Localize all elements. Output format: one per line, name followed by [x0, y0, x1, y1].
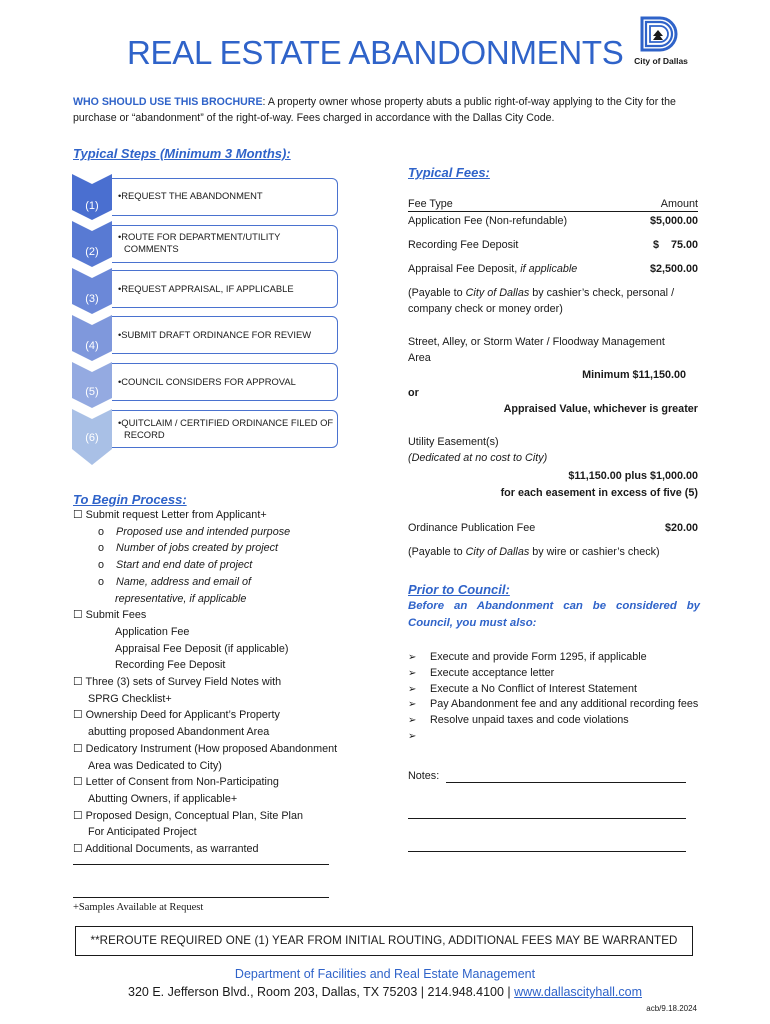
- list-item: [408, 729, 700, 745]
- blank-line: [73, 864, 329, 865]
- prior-subheading: Before an Abandonment can be considered by Council, you must also:: [408, 600, 700, 629]
- fees-header-row: [408, 196, 698, 212]
- bullet-marker: o: [98, 525, 105, 538]
- fee-amount: $5,000.00: [649, 215, 698, 227]
- payable-text: (Payable to: [408, 546, 466, 558]
- fee-row-application: [408, 213, 698, 229]
- step-1-number: (1): [85, 200, 99, 212]
- prior-list: [408, 650, 700, 745]
- step-5-chevron: [72, 362, 112, 408]
- utility-fee: $11,150.00 plus $1,000.00: [568, 470, 698, 482]
- checklist-item: ☐ Submit Fees: [73, 609, 147, 622]
- checklist-subitem: [73, 574, 373, 591]
- step-2-number: (2): [85, 246, 99, 258]
- intro-text: : A property owner whose property abuts a public right-of-way applying to the City for the purchase or “abandonment” of the right-of-way. Fees charged in accordance with the Dallas City Code.: [73, 96, 676, 124]
- fee-row-ordinance: [408, 520, 698, 536]
- appraised-value-label: Appraised Value, whichever is greater: [503, 403, 698, 415]
- payable-text: (Payable to: [408, 287, 466, 299]
- checklist-item: ☐ Three (3) sets of Survey Field Notes with: [73, 676, 282, 689]
- step-1-text: •REQUEST THE ABANDONMENT: [118, 190, 263, 201]
- utility-fee-cont: for each easement in excess of five (5): [500, 487, 698, 499]
- step-1-chevron: [72, 174, 112, 220]
- or-label: or: [408, 387, 419, 399]
- fee-label: Appraisal Fee Deposit,: [408, 263, 518, 275]
- checklist-item: ☐ Letter of Consent from Non-Participating: [73, 776, 279, 789]
- fee-amount: $20.00: [664, 522, 698, 534]
- notes-label: Notes:: [408, 770, 440, 782]
- reroute-warning: **REROUTE REQUIRED ONE (1) YEAR FROM INITIAL ROUTING, ADDITIONAL FEES MAY BE WARRANTED: [75, 926, 693, 956]
- step-2-chevron: [72, 221, 112, 267]
- notes-section: [408, 770, 693, 782]
- notes-line: [408, 818, 686, 819]
- fee-label-note: if applicable: [520, 263, 578, 275]
- fee-label: Recording Fee Deposit: [408, 239, 519, 251]
- checklist-detail: Appraisal Fee Deposit (if applicable): [115, 642, 289, 655]
- step-3-number: (3): [85, 293, 99, 305]
- checklist-detail: abutting proposed Abandonment Area: [88, 726, 270, 739]
- intro-lead: WHO SHOULD USE THIS BROCHURE: [73, 96, 263, 108]
- page-title: REAL ESTATE ABANDONMENTS: [127, 34, 624, 71]
- payable-city: City of Dallas: [465, 287, 530, 299]
- fee-label: Ordinance Publication Fee: [408, 522, 536, 534]
- website-link[interactable]: www.dallascityhall.com: [514, 985, 642, 999]
- notes-line: [408, 851, 686, 852]
- amount-header: Amount: [660, 198, 698, 210]
- list-item: ➢ Execute a No Conflict of Interest Statement: [408, 682, 700, 698]
- list-item: ➢ Pay Abandonment fee and any additional recording fees: [408, 697, 700, 713]
- bullet-marker: o: [98, 542, 105, 555]
- process-heading: To Begin Process:: [73, 492, 187, 507]
- checklist-detail: Recording Fee Deposit: [115, 659, 226, 672]
- bullet-marker: o: [98, 575, 105, 588]
- blank-line: [73, 897, 329, 898]
- date-code: acb/9.18.2024: [646, 1004, 697, 1013]
- subitem-text: Number of jobs created by project: [116, 542, 279, 555]
- step-4-number: (4): [85, 340, 99, 352]
- checklist-detail: Application Fee: [115, 625, 190, 638]
- checklist-subitem-cont: [73, 591, 373, 608]
- subitem-text: representative, if applicable: [115, 592, 247, 605]
- step-5-text: •COUNCIL CONSIDERS FOR APPROVAL: [118, 376, 296, 387]
- subitem-text: Proposed use and intended purpose: [116, 525, 291, 538]
- subitem-text: Name, address and email of: [116, 575, 252, 588]
- payable-city: City of Dallas: [465, 546, 530, 558]
- process-checklist: [73, 507, 373, 858]
- list-item: ➢ Resolve unpaid taxes and code violations: [408, 713, 700, 729]
- payable-note-2: [408, 544, 698, 560]
- checklist-detail: Abutting Owners, if applicable+: [88, 792, 238, 805]
- payable-note-cont: company check or money order): [408, 303, 563, 315]
- checklist-subitem: [73, 557, 373, 574]
- checklist-detail: Area was Dedicated to City): [88, 759, 222, 772]
- prior-heading: Prior to Council:: [408, 582, 510, 597]
- footer-address: [0, 985, 770, 999]
- fee-row-recording: [408, 237, 698, 253]
- samples-note: +Samples Available at Request: [73, 902, 204, 913]
- step-6-text: •QUITCLAIM / CERTIFIED ORDINANCE FILED OF: [118, 417, 334, 428]
- fee-label: Application Fee (Non-refundable): [408, 215, 568, 227]
- step-5-number: (5): [85, 386, 99, 398]
- intro-paragraph: [73, 94, 703, 126]
- bullet-marker: o: [98, 559, 105, 572]
- step-4-text: •SUBMIT DRAFT ORDINANCE FOR REVIEW: [118, 329, 312, 340]
- checklist-item: ☐ Submit request Letter from Applicant+: [73, 509, 267, 521]
- checklist-detail: SPRG Checklist+: [88, 692, 172, 705]
- street-fee-label-cont: Area: [408, 352, 431, 364]
- utility-easement-note: [408, 450, 698, 466]
- street-fee-label: Street, Alley, or Storm Water / Floodway Management: [408, 336, 665, 348]
- checklist-item: ☐ Additional Documents, as warranted: [73, 843, 259, 856]
- steps-heading: Typical Steps (Minimum 3 Months):: [73, 146, 291, 161]
- step-2-text-cont: COMMENTS: [124, 243, 179, 254]
- payable-note: [408, 285, 698, 301]
- logo-caption: City of Dallas: [634, 56, 688, 66]
- utility-note-text: (Dedicated at no cost to City): [408, 452, 548, 464]
- checklist-detail: For Anticipated Project: [88, 826, 197, 839]
- checklist-item: ☐ Dedicatory Instrument (How proposed Abandonment: [73, 742, 338, 755]
- step-6-number: (6): [85, 432, 99, 444]
- fees-heading: Typical Fees:: [408, 165, 490, 180]
- utility-easement-label: Utility Easement(s): [408, 436, 499, 448]
- step-6-text-cont: RECORD: [124, 429, 165, 440]
- step-3-text: •REQUEST APPRAISAL, IF APPLICABLE: [118, 283, 294, 294]
- subitem-text: Start and end date of project: [116, 559, 253, 572]
- fee-type-header: Fee Type: [408, 198, 453, 210]
- list-item: ➢ Execute and provide Form 1295, if applicable: [408, 650, 700, 666]
- checklist-subitem: [73, 540, 373, 557]
- notes-line: [446, 782, 686, 783]
- payable-text: by wire or cashier’s check): [529, 546, 660, 558]
- footer-department: Department of Facilities and Real Estate Management: [234, 967, 536, 981]
- checklist-subitem: [73, 524, 373, 541]
- fee-amount: $ 75.00: [652, 239, 698, 251]
- step-4-chevron: [72, 315, 112, 361]
- steps-diagram: [72, 174, 342, 474]
- checklist-item: ☐ Proposed Design, Conceptual Plan, Site Plan: [73, 809, 303, 822]
- payable-text: by cashier’s check, personal /: [529, 287, 675, 299]
- street-fee-minimum: Minimum $11,150.00: [582, 369, 686, 381]
- address-text: 320 E. Jefferson Blvd., Room 203, Dallas, TX 75203 | 214.948.4100 |: [128, 985, 515, 999]
- step-3-chevron: [72, 268, 112, 314]
- checklist-item: ☐ Ownership Deed for Applicant’s Property: [73, 709, 280, 722]
- fee-row-appraisal: [408, 261, 698, 277]
- step-2-text: •ROUTE FOR DEPARTMENT/UTILITY: [118, 231, 281, 242]
- fee-amount: $2,500.00: [649, 263, 698, 275]
- list-item: ➢ Execute acceptance letter: [408, 666, 700, 682]
